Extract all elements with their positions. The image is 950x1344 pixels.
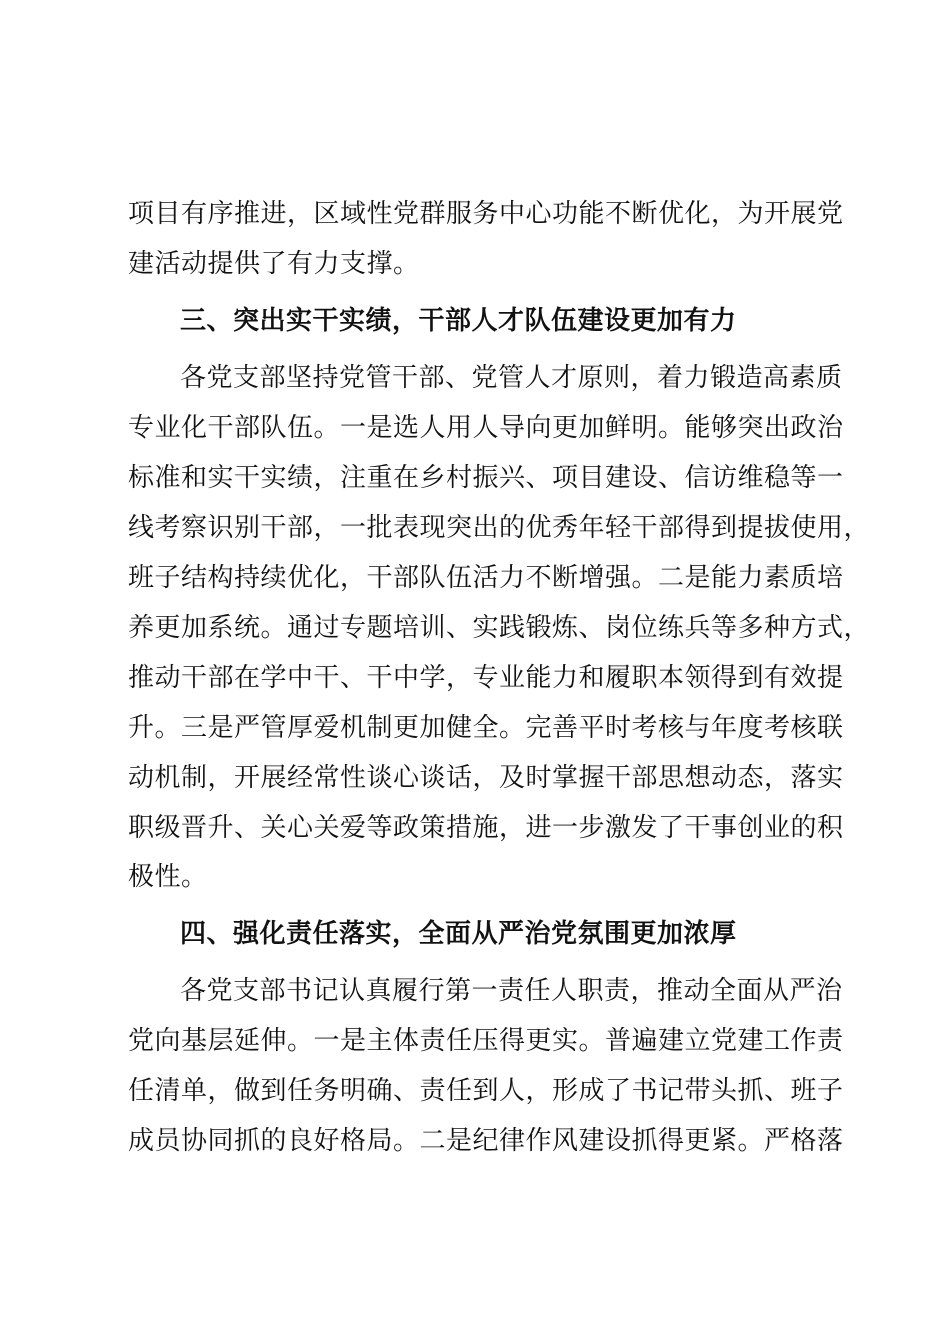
paragraph-line: 各党支部坚持党管干部、党管人才原则，着力锻造高素质 — [180, 363, 843, 393]
paragraph-line: 党向基层延伸。一是主体责任压得更实。普遍建立党建工作责 — [128, 1026, 844, 1056]
paragraph-line: 班子结构持续优化，干部队伍活力不断增强。二是能力素质培 — [128, 563, 844, 593]
paragraph-line: 项目有序推进，区域性党群服务中心功能不断优化，为开展党 — [128, 199, 844, 229]
paragraph-line: 升。三是严管厚爱机制更加健全。完善平时考核与年度考核联 — [128, 713, 844, 743]
paragraph-line: 专业化干部队伍。一是选人用人导向更加鲜明。能够突出政治 — [128, 413, 844, 443]
paragraph-line: 推动干部在学中干、干中学，专业能力和履职本领得到有效提 — [128, 663, 844, 693]
paragraph-line: 养更加系统。通过专题培训、实践锻炼、岗位练兵等多种方式， — [128, 613, 871, 643]
paragraph-line: 各党支部书记认真履行第一责任人职责，推动全面从严治 — [180, 976, 843, 1006]
paragraph-line: 职级晋升、关心关爱等政策措施，进一步激发了干事创业的积 — [128, 813, 844, 843]
paragraph-line: 极性。 — [128, 862, 208, 892]
section-heading-3: 三、突出实干实绩，干部人才队伍建设更加有力 — [180, 306, 737, 336]
paragraph-line: 线考察识别干部，一批表现突出的优秀年轻干部得到提拔使用， — [128, 513, 871, 543]
paragraph-line: 建活动提供了有力支撑。 — [128, 249, 420, 279]
paragraph-line: 任清单，做到任务明确、责任到人，形成了书记带头抓、班子 — [128, 1076, 844, 1106]
paragraph-line: 成员协同抓的良好格局。二是纪律作风建设抓得更紧。严格落 — [128, 1126, 844, 1156]
section-heading-4: 四、强化责任落实，全面从严治党氛围更加浓厚 — [180, 919, 737, 949]
paragraph-line: 标准和实干实绩，注重在乡村振兴、项目建设、信访维稳等一 — [128, 463, 844, 493]
paragraph-line: 动机制，开展经常性谈心谈话，及时掌握干部思想动态，落实 — [128, 763, 844, 793]
